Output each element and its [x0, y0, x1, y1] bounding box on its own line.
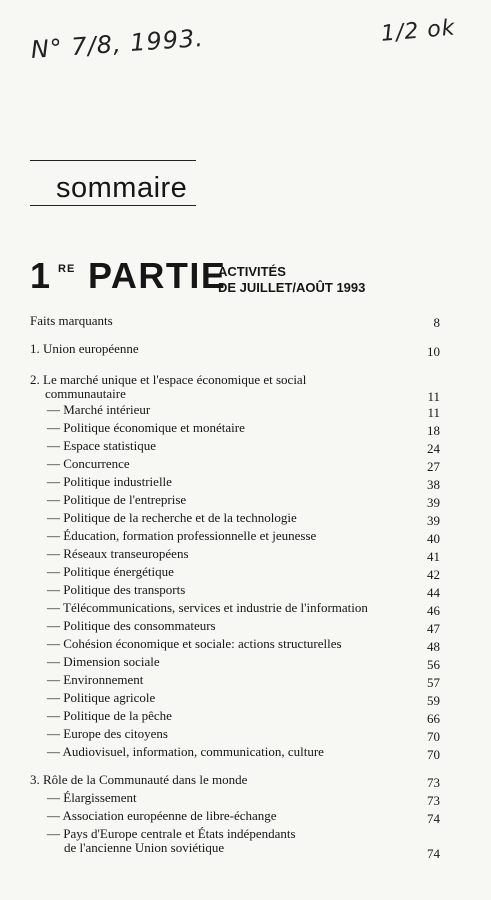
part-number: 1 — [30, 255, 51, 296]
toc-entry-text: — Politique des consommateurs — [47, 618, 216, 633]
toc-entry-text: — Télécommunications, services et industrie de l'information — [47, 600, 368, 615]
toc-entry-page: 8 — [433, 315, 440, 330]
toc-entry-text: Faits marquants — [30, 313, 113, 328]
toc-entry-text: — Politique économique et monétaire — [47, 420, 245, 435]
toc-entry-page: 57 — [427, 675, 440, 690]
toc-entry-text: — Politique des transports — [47, 582, 186, 597]
toc-entry-text: — Association européenne de libre-échange — [47, 808, 277, 823]
page-title: sommaire — [56, 172, 188, 204]
toc-entry-page: 48 — [427, 639, 440, 654]
toc-entry-text: — Politique de l'entreprise — [47, 492, 187, 507]
toc-entry-text: communautaire — [45, 386, 126, 401]
toc-entry-text: — Europe des citoyens — [47, 726, 168, 741]
toc-entry-page: 41 — [427, 549, 440, 564]
toc-entry-text: — Réseaux transeuropéens — [47, 546, 189, 561]
title-rule-bottom — [30, 205, 196, 206]
toc-entry-text: — Politique industrielle — [47, 474, 172, 489]
toc-entry-page: 74 — [427, 846, 440, 861]
part-number-superscript: RE — [58, 263, 76, 275]
toc-entry-page: 47 — [427, 621, 440, 636]
toc-entry-page: 11 — [427, 389, 440, 404]
toc-entry-text: 2. Le marché unique et l'espace économique et social — [30, 372, 307, 387]
toc-entry-page: 70 — [427, 729, 440, 744]
toc-entry-text: — Politique de la pêche — [47, 708, 172, 723]
toc-entry-text: — Environnement — [47, 672, 144, 687]
toc-entry-page: 66 — [427, 711, 440, 726]
toc-entry-page: 38 — [427, 477, 440, 492]
toc-entry-page: 44 — [427, 585, 440, 600]
toc-entry-text: — Politique agricole — [47, 690, 156, 705]
toc-entry-page: 40 — [427, 531, 440, 546]
part-subtitle-line1: ACTIVITÉS — [218, 264, 286, 279]
handwritten-reference-note: N° 7/8, 1993. — [30, 23, 205, 64]
handwritten-check-note: 1/2 ok — [380, 15, 457, 47]
title-rule-top — [30, 160, 196, 161]
toc-entry-text: — Dimension sociale — [47, 654, 160, 669]
part-word: PARTIE — [88, 255, 227, 296]
toc-entry-text: de l'ancienne Union soviétique — [64, 840, 225, 855]
toc-entry-text: — Marché intérieur — [47, 402, 151, 417]
toc-entry-text: — Politique énergétique — [47, 564, 174, 579]
toc-entry-text: 1. Union européenne — [30, 341, 139, 356]
toc-entry-page: 27 — [427, 459, 440, 474]
toc-entry-text: 3. Rôle de la Communauté dans le monde — [30, 772, 248, 787]
toc-entry-page: 59 — [427, 693, 440, 708]
part-subtitle-line2: DE JUILLET/AOÛT 1993 — [218, 280, 366, 295]
toc-entry-text: — Politique de la recherche et de la technologie — [47, 510, 297, 525]
toc-entry-page: 24 — [427, 441, 440, 456]
toc-entry-page: 70 — [427, 747, 440, 762]
toc-entry-text: — Cohésion économique et sociale: actions structurelles — [47, 636, 342, 651]
toc-entry-page: 73 — [427, 775, 440, 790]
toc-entry-text: — Espace statistique — [47, 438, 157, 453]
toc-entry-page: 39 — [427, 513, 440, 528]
toc-entry-page: 11 — [427, 405, 440, 420]
toc-entry-page: 74 — [427, 811, 440, 826]
toc-entry-page: 18 — [427, 423, 440, 438]
toc-entry-text: — Pays d'Europe centrale et États indépendants — [47, 826, 296, 841]
toc-entry-text: — Audiovisuel, information, communication, culture — [47, 744, 324, 759]
toc-entry-text: — Élargissement — [47, 790, 137, 805]
toc-entry-page: 73 — [427, 793, 440, 808]
toc-entry-page: 39 — [427, 495, 440, 510]
toc-entry-page: 56 — [427, 657, 440, 672]
toc-entry-text: — Concurrence — [47, 456, 130, 471]
toc-entry-page: 10 — [427, 344, 440, 359]
toc-entry-page: 46 — [427, 603, 440, 618]
toc-entry-page: 42 — [427, 567, 440, 582]
toc-entry-text: — Éducation, formation professionnelle et jeunesse — [47, 528, 317, 543]
